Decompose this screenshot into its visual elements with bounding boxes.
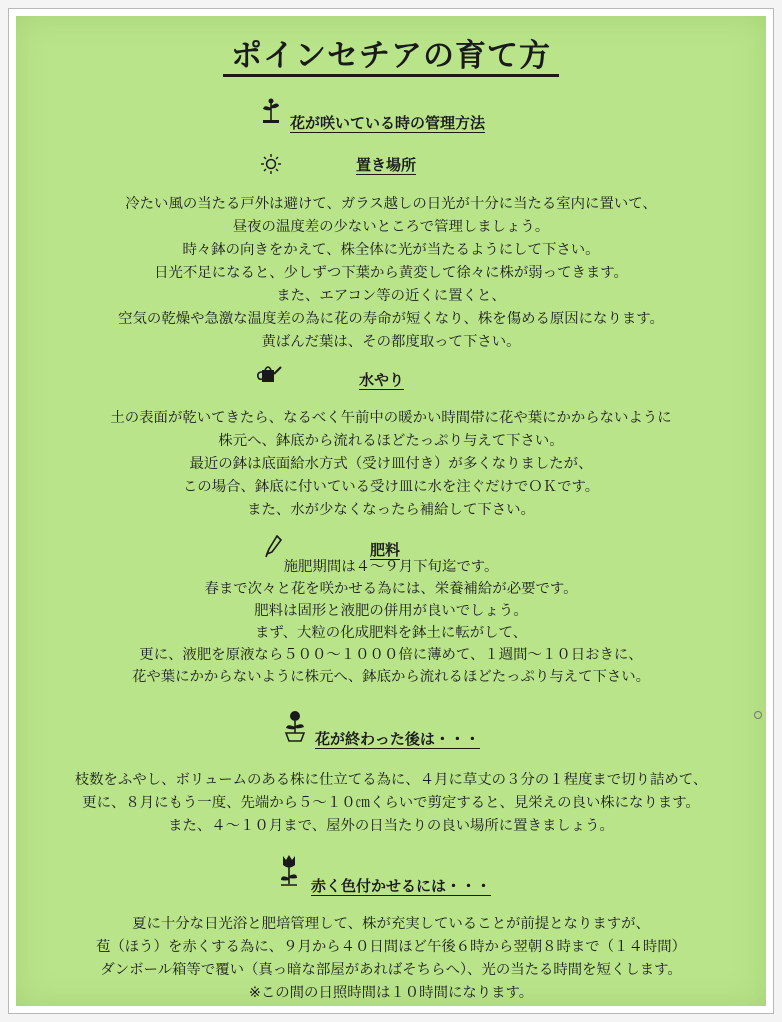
text-line: 日光不足になると、少しずつ下葉から黄変して徐々に株が弱ってきます。 <box>154 265 628 281</box>
text-line: 空気の乾燥や急激な温度差の為に花の寿命が短くなり、株を傷める原因になります。 <box>118 311 664 327</box>
text-line: 施肥期間は４～９月下旬迄です。 <box>283 559 499 575</box>
text-line: 昼夜の温度差の少ないところで管理しましょう。 <box>232 219 550 235</box>
text-line: 花や葉にかからないように株元へ、鉢底から流れるほどたっぷり与えて下さい。 <box>131 669 651 685</box>
potted-flower-icon <box>282 709 308 743</box>
text-line: 黄ばんだ葉は、その都度取って下さい。 <box>261 334 521 350</box>
page-title: ポインセチアの育て方 <box>16 30 766 75</box>
sun-icon <box>260 153 282 175</box>
text-line: まず、大粒の化成肥料を鉢土に転がして、 <box>255 625 527 641</box>
text-line: ※この間の日照時間は１０時間になります。 <box>248 985 534 1001</box>
text-line: 枝数をふやし、ボリュームのある株に仕立てる為に、４月に草丈の３分の１程度まで切り詰めて、 <box>74 772 708 788</box>
watering-can-icon <box>256 362 282 384</box>
section-heading-bloom: 花が咲いている時の管理方法 <box>290 114 486 132</box>
trowel-icon <box>264 534 284 558</box>
text-line: また、エアコン等の近くに置くと、 <box>276 288 506 304</box>
text-line: 冷たい風の当たる戸外は避けて、ガラス越しの日光が十分に当たる室内に置いて、 <box>125 196 657 212</box>
text-line: 更に、液肥を原液なら５００～１０００倍に薄めて、１週間～１０日おきに、 <box>139 647 643 663</box>
text-line: 肥料は固形と液肥の併用が良いでしょう。 <box>254 603 528 619</box>
tulip-icon <box>276 852 302 888</box>
text-line: ダンボール箱等で覆い（真っ暗な部屋があればそちらへ）、光の当たる時間を短くします。 <box>100 962 682 978</box>
heading-after-bloom: 花が終わった後は・・・ <box>315 730 480 748</box>
coloring-text <box>16 913 766 1005</box>
punch-hole-mark <box>754 711 762 719</box>
sprout-icon <box>260 96 282 126</box>
heading-placement: 置き場所 <box>356 156 417 174</box>
heading-fertilizer: 肥料 <box>370 541 401 559</box>
text-line: この場合、鉢底に付いている受け皿に水を注ぐだけでＯＫです。 <box>182 479 600 495</box>
text-line: 最近の鉢は底面給水方式（受け皿付き）が多くなりましたが、 <box>189 456 593 472</box>
after-bloom-text <box>16 769 766 838</box>
heading-watering: 水やり <box>359 371 405 389</box>
document-page <box>16 16 766 1006</box>
text-line: また、水が少なくなったら補給して下さい。 <box>247 502 535 518</box>
watering-text <box>16 407 766 522</box>
text-line: また、４～１０月まで、屋外の日当たりの良い場所に置きましょう。 <box>168 818 614 834</box>
text-line: 土の表面が乾いてきたら、なるべく午前中の暖かい時間帯に花や葉にかからないように <box>110 410 672 426</box>
text-line: 時々鉢の向きをかえて、株全体に光が当たるようにして下さい。 <box>182 242 600 258</box>
text-line: 春まで次々と花を咲かせる為には、栄養補給が必要です。 <box>204 581 578 597</box>
placement-text <box>16 193 766 354</box>
text-line: 更に、８月にもう一度、先端から５～１０㎝くらいで剪定すると、見栄えの良い株になります。 <box>82 795 700 811</box>
heading-coloring: 赤く色付かせるには・・・ <box>311 877 492 895</box>
fertilizer-text <box>16 556 766 688</box>
text-line: 夏に十分な日光浴と肥培管理して、株が充実していることが前提となりますが、 <box>132 916 650 932</box>
text-line: 株元へ、鉢底から流れるほどたっぷり与えて下さい。 <box>218 433 564 449</box>
text-line: 苞（ほう）を赤くする為に、９月から４０日間ほど午後６時から翌朝８時まで（１４時間） <box>95 939 687 955</box>
